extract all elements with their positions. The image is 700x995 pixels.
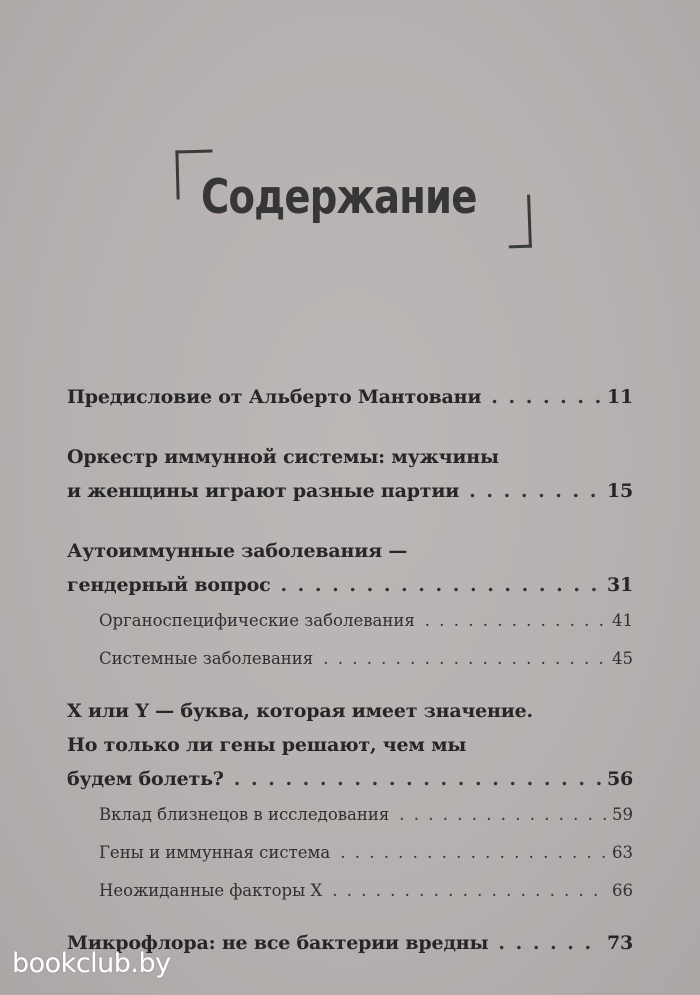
table-of-contents <box>67 380 633 960</box>
title-frame <box>176 150 531 248</box>
toc-page-number: 59 <box>612 805 633 824</box>
toc-entry-title-cont: и женщины играют разные партии <box>67 480 460 502</box>
toc-entry-orchestra[interactable] <box>67 440 633 508</box>
toc-subentry-title: Вклад близнецов в исследования <box>99 805 390 824</box>
toc-page-number: 31 <box>606 574 633 596</box>
toc-page-number: 63 <box>612 843 633 862</box>
toc-entry-title-cont: гендерный вопрос <box>67 574 271 596</box>
dot-leader <box>234 762 601 796</box>
toc-entry-title: Микрофлора: не все бактерии вредны <box>67 932 489 954</box>
toc-entry-title-cont: будем болеть? <box>67 768 224 790</box>
toc-page-number: 41 <box>612 611 633 630</box>
dot-leader <box>498 926 601 960</box>
toc-entry-title-cont: Но только ли гены решают, чем мы <box>67 734 467 756</box>
toc-subentry-organ-specific[interactable] <box>67 602 633 640</box>
toc-page-number: 45 <box>612 649 633 668</box>
toc-entry-title: Оркестр иммунной системы: мужчины <box>67 446 499 468</box>
toc-entry-autoimmune[interactable] <box>67 534 633 602</box>
dot-leader <box>425 602 606 640</box>
toc-page-number: 66 <box>612 881 633 900</box>
toc-subentry-title: Органоспецифические заболевания <box>99 611 415 630</box>
toc-page-number: 73 <box>606 932 633 954</box>
toc-entry-title: X или Y — буква, которая имеет значение. <box>67 700 533 722</box>
toc-entry-title: Аутоиммунные заболевания — <box>67 540 408 562</box>
dot-leader <box>469 474 601 508</box>
toc-subentry-factors-x[interactable] <box>67 872 633 910</box>
bracket-bottom-right <box>507 195 532 249</box>
toc-subentry-title: Системные заболевания <box>99 649 314 668</box>
toc-entry-title: Предисловие от Альберто Мантовани <box>67 386 482 408</box>
toc-subentry-title: Гены и иммунная система <box>99 843 331 862</box>
dot-leader <box>340 834 606 872</box>
toc-entry-xy[interactable] <box>67 694 633 796</box>
toc-subentry-genes[interactable] <box>67 834 633 872</box>
dot-leader <box>280 568 601 602</box>
page-title: Содержание <box>201 170 477 225</box>
toc-subentry-twins[interactable] <box>67 796 633 834</box>
toc-entry-preface[interactable] <box>67 380 633 414</box>
dot-leader <box>491 380 601 414</box>
toc-page-number: 11 <box>606 386 633 408</box>
watermark: bookclub.by <box>12 948 171 979</box>
toc-page-number: 56 <box>606 768 633 790</box>
toc-subentry-title: Неожиданные факторы X <box>99 881 323 900</box>
dot-leader <box>323 640 606 678</box>
dot-leader <box>332 872 606 910</box>
toc-subentry-systemic[interactable] <box>67 640 633 678</box>
toc-page-number: 15 <box>606 480 633 502</box>
dot-leader <box>399 796 606 834</box>
